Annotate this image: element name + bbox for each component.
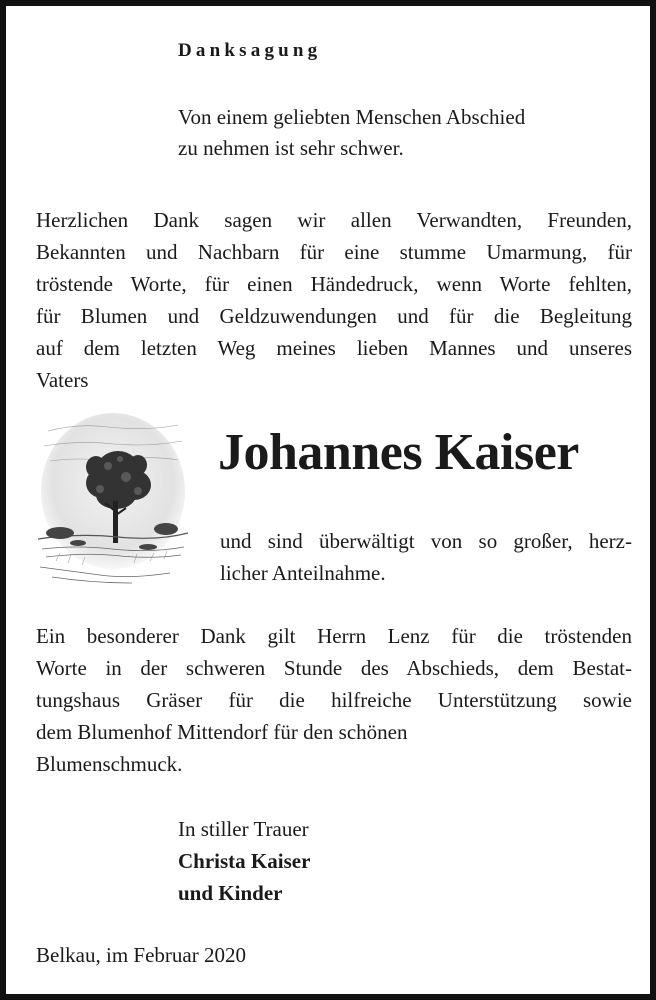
mourning-phrase: In stiller Trauer (178, 817, 309, 841)
paragraph-line: Worte in der schweren Stunde des Abschieds, dem Bestat- (36, 656, 632, 680)
quote-line: zu nehmen ist sehr schwer. (178, 136, 404, 160)
closing-signature (178, 813, 310, 909)
paragraph-line: Bekannten und Nachbarn für eine stumme Umarmung, für (36, 240, 632, 264)
paragraph-line: Vaters (36, 368, 89, 392)
paragraph-line: dem Blumenhof Mittendorf für den schönen (36, 720, 408, 744)
paragraph-line: tungshaus Gräser für die hilfreiche Unterstützung sowie (36, 688, 632, 712)
tree-landscape-sketch-icon (38, 411, 188, 589)
quote-line: Von einem geliebten Menschen Abschied (178, 105, 526, 129)
special-thanks-paragraph (36, 620, 632, 780)
paragraph-line: Ein besonderer Dank gilt Herrn Lenz für die tröstenden (36, 624, 632, 648)
paragraph-line: Herzlichen Dank sagen wir allen Verwandten, Freunden, (36, 208, 632, 232)
paragraph-line: Blumenschmuck. (36, 752, 183, 776)
opening-quote (178, 102, 525, 164)
paragraph-line: für Blumen und Geldzuwendungen und für die Begleitung (36, 304, 632, 328)
signatory-family: und Kinder (178, 881, 283, 905)
sympathy-line: und sind überwältigt von so großer, herz- (220, 529, 632, 553)
thanks-paragraph (36, 204, 632, 396)
notice-heading: Danksagung (178, 40, 322, 61)
paragraph-line: tröstende Worte, für einen Händedruck, wenn Worte fehlten, (36, 272, 632, 296)
sympathy-line: licher Anteilnahme. (220, 561, 386, 585)
paragraph-line: auf dem letzten Weg meines lieben Mannes und unseres (36, 336, 632, 360)
place-and-date: Belkau, im Februar 2020 (36, 943, 246, 967)
sympathy-text (220, 525, 632, 589)
signatory-name: Christa Kaiser (178, 849, 311, 873)
deceased-name: Johannes Kaiser (218, 424, 579, 481)
